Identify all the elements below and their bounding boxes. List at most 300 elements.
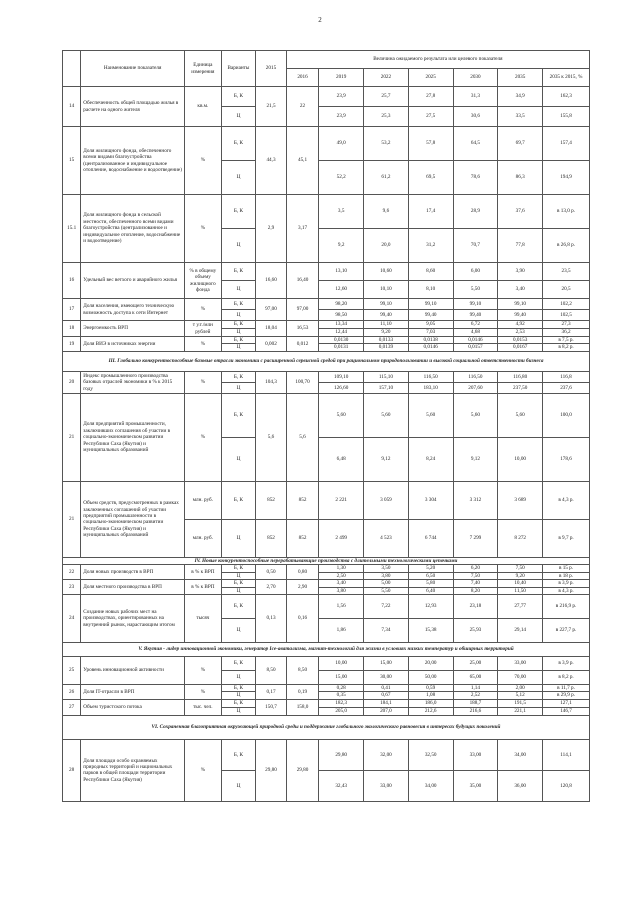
value-cell: 0,0133 (364, 337, 409, 344)
value-cell: 12,60 (319, 281, 364, 299)
value-cell: 78,6 (453, 161, 498, 195)
value-cell: 17,4 (408, 195, 453, 229)
value-cell: 7 299 (453, 519, 498, 557)
row-number: 26 (63, 685, 81, 700)
value-cell: 9,20 (364, 329, 409, 337)
row-number: 15 (63, 127, 81, 195)
row-number: 22 (63, 565, 81, 580)
value-cell: 69,7 (498, 127, 543, 161)
value-cell: 30,00 (364, 671, 409, 685)
variant-cell: Ц (221, 329, 256, 337)
indicator-name: Объем туристского потока (81, 699, 185, 715)
value-cell: 10,40 (498, 580, 543, 587)
value-cell: 10,10 (364, 281, 409, 299)
value-cell: 52,2 (319, 161, 364, 195)
value-cell: 120,8 (543, 770, 590, 801)
header-expected-group: Величина ожидаемого результата или целевого показателя (286, 51, 589, 69)
value-cell: 1,14 (453, 685, 498, 692)
value-2016: 3,17 (286, 195, 319, 263)
variant-cell: Б, К (221, 127, 256, 161)
value-cell: 64,5 (453, 127, 498, 161)
value-2015: 0,17 (256, 685, 287, 700)
value-cell: 20,00 (408, 657, 453, 671)
value-2015: 21,5 (256, 87, 287, 127)
value-cell: 3,5 (319, 195, 364, 229)
value-cell: 37,6 (498, 195, 543, 229)
row-number: 19 (63, 337, 81, 352)
value-2016: 852 (286, 481, 319, 519)
unit-cell: в % к ВРП (185, 565, 222, 580)
value-cell: 57,8 (408, 127, 453, 161)
value-cell: 207,0 (364, 707, 409, 715)
indicator-name: Создание новых рабочих мест на производствах, ориентированных на внутренний рынок, нарастающим итогом (81, 595, 185, 643)
indicator-name: Уровень инновационной активности (81, 657, 185, 685)
table-row (63, 195, 590, 229)
value-2015: 16,60 (256, 263, 287, 299)
variant-cell: Ц (221, 310, 256, 321)
value-cell: 33,5 (498, 107, 543, 127)
value-2015: 852 (256, 519, 287, 557)
value-cell: 15,38 (408, 619, 453, 643)
value-cell: в 11,7 р. (543, 685, 590, 692)
value-cell: 7,34 (364, 619, 409, 643)
value-cell: 0,41 (364, 685, 409, 692)
section-heading: V. Якутия - лидер инновационной экономики, генератор Ice-аватализма, магнит-технологий для жизни в условиях низких температур и обширных территорий (63, 643, 590, 657)
header-unit: Единица измерения (185, 51, 222, 87)
value-cell: 34,9 (498, 87, 543, 107)
value-cell: 7,50 (453, 572, 498, 579)
value-2015: 2,70 (256, 580, 287, 595)
variant-cell: Ц (221, 692, 256, 699)
value-cell: в 8,2 р. (543, 671, 590, 685)
value-cell: 1,30 (319, 565, 364, 572)
value-cell: 5,50 (364, 587, 409, 594)
value-cell: 25,7 (364, 87, 409, 107)
variant-cell: Б, К (221, 87, 256, 107)
table-row (63, 321, 590, 329)
value-cell: 237,6 (543, 382, 590, 393)
value-2015: 2,9 (256, 195, 287, 263)
unit-cell: % (185, 657, 222, 685)
header-year: 2022 (364, 69, 409, 87)
value-cell: в 3,9 р. (543, 657, 590, 671)
value-cell: 182,3 (319, 699, 364, 707)
variant-cell: Б, К (221, 321, 256, 329)
value-cell: 5,60 (408, 393, 453, 437)
indicator-name: Доля жилищного фонда, обеспеченного всеми видами благоустройства (централизованное и индивидуальное отопление, водоснабжение и водоотведение) (81, 127, 185, 195)
value-cell: 0,0167 (498, 344, 543, 351)
value-cell: 86,3 (498, 161, 543, 195)
value-cell: 6,40 (408, 587, 453, 594)
value-cell: в 216,9 р. (543, 595, 590, 619)
value-cell: 9,20 (498, 572, 543, 579)
variant-cell: Б, К (221, 657, 256, 671)
value-cell: 6 744 (408, 519, 453, 557)
variant-cell: Б, К (221, 685, 256, 692)
value-cell: 13,34 (319, 321, 364, 329)
unit-cell: % (185, 371, 222, 393)
variant-cell: Б, К (221, 481, 256, 519)
value-2016: 158,0 (286, 699, 319, 715)
value-cell: 109,10 (319, 371, 364, 382)
value-cell: 15,00 (319, 671, 364, 685)
indicator-name: Доля ВИЭ в источниках энергии (81, 337, 185, 352)
value-2015: 29,80 (256, 739, 287, 801)
value-cell: 11,50 (498, 587, 543, 594)
variant-cell: Ц (221, 671, 256, 685)
section-heading: III. Глобально конкурентоспособные базовые отрасли экономики с расширенной сервисной средой при рациональном природопользовании и высокой социальной ответственности бизнеса (63, 351, 590, 371)
value-cell: 100,0 (543, 393, 590, 437)
table-row (63, 699, 590, 707)
value-cell: 65,00 (453, 671, 498, 685)
value-cell: 205,0 (319, 707, 364, 715)
value-cell: 3,40 (319, 580, 364, 587)
value-cell: 2,52 (453, 692, 498, 699)
value-cell: 13,10 (319, 263, 364, 281)
value-cell: 30,6 (453, 107, 498, 127)
value-cell: 0,0138 (408, 337, 453, 344)
value-cell: 3 059 (364, 481, 409, 519)
value-cell: 25,3 (364, 107, 409, 127)
value-cell: 3,50 (364, 565, 409, 572)
value-2015: 0,002 (256, 337, 287, 352)
row-number: 27 (63, 699, 81, 715)
value-cell: 212,6 (408, 707, 453, 715)
value-cell: 27,8 (408, 87, 453, 107)
value-cell: 99,10 (453, 299, 498, 310)
value-cell: 12,44 (319, 329, 364, 337)
value-cell: 157,4 (543, 127, 590, 161)
unit-cell: % (185, 195, 222, 263)
value-cell: 0,0157 (453, 344, 498, 351)
value-cell: 9,05 (408, 321, 453, 329)
unit-cell: % (185, 127, 222, 195)
value-cell: 3,80 (319, 587, 364, 594)
value-cell: 8,60 (408, 263, 453, 281)
table-row (63, 371, 590, 382)
variant-cell: Ц (221, 437, 256, 481)
table-row (63, 263, 590, 281)
section-heading: VI. Сохраненная благоприятная окружающей природной среды и поддержание глобального экологического равновесия в интересах будущих поколений (63, 715, 590, 739)
value-cell: 6,50 (408, 572, 453, 579)
value-cell: в 9,7 р. (543, 519, 590, 557)
variant-cell: Б, К (221, 565, 256, 572)
value-cell: 77,8 (498, 229, 543, 263)
header-year: 2019 (319, 69, 364, 87)
value-cell: в 3,9 р. (543, 580, 590, 587)
variant-cell: Б, К (221, 739, 256, 770)
value-cell: 0,59 (408, 685, 453, 692)
value-cell: 221,1 (498, 707, 543, 715)
variant-cell: Ц (221, 344, 256, 351)
table-row (63, 127, 590, 161)
value-2015: 150,7 (256, 699, 287, 715)
value-cell: 99,40 (453, 310, 498, 321)
value-cell: 8,24 (408, 437, 453, 481)
value-2016: 29,80 (286, 739, 319, 801)
value-2016: 16,53 (286, 321, 319, 337)
value-cell: 237,50 (498, 382, 543, 393)
value-2016: 22 (286, 87, 319, 127)
table-row (63, 595, 590, 619)
indicators-table (62, 50, 590, 802)
table-row (63, 565, 590, 572)
value-cell: 32,43 (319, 770, 364, 801)
variant-cell: Ц (221, 229, 256, 263)
value-cell: 5,60 (319, 393, 364, 437)
table-row (63, 739, 590, 770)
value-cell: 33,00 (453, 739, 498, 770)
header-year: 2035 (498, 69, 543, 87)
value-cell: 0,35 (319, 692, 364, 699)
value-cell: 0,0139 (364, 344, 409, 351)
value-2015: 852 (256, 481, 287, 519)
value-cell: 1,08 (408, 692, 453, 699)
value-cell: 28,9 (453, 195, 498, 229)
value-cell: 70,00 (498, 671, 543, 685)
value-cell: 9,12 (364, 437, 409, 481)
value-cell: 23,5 (543, 263, 590, 281)
value-cell: 69,5 (408, 161, 453, 195)
value-cell: 0,0130 (319, 337, 364, 344)
value-cell: 99,10 (408, 299, 453, 310)
value-2016: 8,50 (286, 657, 319, 685)
variant-cell: Ц (221, 161, 256, 195)
value-cell: 2 499 (319, 519, 364, 557)
value-cell: в 15 р. (543, 565, 590, 572)
value-cell: 102,5 (543, 310, 590, 321)
table-row (63, 685, 590, 692)
row-number: 23 (63, 580, 81, 595)
value-cell: 146,7 (543, 707, 590, 715)
value-cell: 9,12 (453, 437, 498, 481)
table-row (63, 481, 590, 519)
value-2016: 0,80 (286, 565, 319, 580)
row-number: 21 (63, 481, 81, 557)
variant-cell: Ц (221, 770, 256, 801)
value-cell: 8 272 (498, 519, 543, 557)
variant-cell: Б, К (221, 263, 256, 281)
value-2015: 44,3 (256, 127, 287, 195)
value-cell: 29,80 (319, 739, 364, 770)
indicator-name: Доля населения, имеющего техническую возможность доступа к сети Интернет (81, 299, 185, 321)
unit-cell: % (185, 299, 222, 321)
indicator-name: Объем средств, предусмотренных в рамках заключенных соглашений об участии предприятий промышленности в социально-экономическом развитии Республики Саха (Якутия) и муниципальных образований (81, 481, 185, 557)
value-2016: 97,00 (286, 299, 319, 321)
value-cell: 116,80 (498, 371, 543, 382)
header-year: 2025 (408, 69, 453, 87)
value-cell: 10,00 (498, 437, 543, 481)
value-cell: в 8,2 р. (543, 344, 590, 351)
unit-cell: кв.м. (185, 87, 222, 127)
value-cell: 126,60 (319, 382, 364, 393)
value-cell: 3 304 (408, 481, 453, 519)
variant-cell: Ц (221, 519, 256, 557)
row-number: 24 (63, 595, 81, 643)
value-cell: 191,5 (498, 699, 543, 707)
value-cell: 15,00 (364, 657, 409, 671)
value-cell: в 13,0 р. (543, 195, 590, 229)
value-2016: 852 (286, 519, 319, 557)
value-cell: 34,00 (498, 739, 543, 770)
value-cell: 99,40 (364, 310, 409, 321)
value-2015: 0,50 (256, 565, 287, 580)
value-cell: 0,0146 (408, 344, 453, 351)
value-cell: в 7,5 р. (543, 337, 590, 344)
indicator-name: Доля площади особо охраняемых природных территорий и национальных парков в общей площади территории Республики Саха (Якутия) (81, 739, 185, 801)
value-cell: 0,0153 (498, 337, 543, 344)
value-cell: 116,50 (453, 371, 498, 382)
value-cell: 2,00 (498, 685, 543, 692)
value-2016: 100,70 (286, 371, 319, 393)
table-row (63, 337, 590, 344)
variant-cell: Б, К (221, 371, 256, 382)
header-year: 2035 к 2015, % (543, 69, 590, 87)
variant-cell: Б, К (221, 595, 256, 619)
row-number: 15.1 (63, 195, 81, 263)
value-cell: 99,10 (364, 299, 409, 310)
value-cell: 23,9 (319, 87, 364, 107)
value-cell: 5,60 (498, 393, 543, 437)
variant-cell: Ц (221, 587, 256, 594)
variant-cell: Ц (221, 707, 256, 715)
value-cell: 2 221 (319, 481, 364, 519)
value-cell: 5,60 (453, 393, 498, 437)
value-cell: 3,90 (498, 263, 543, 281)
value-cell: 183,10 (408, 382, 453, 393)
indicator-name: Обеспеченность общей площадью жилья в расчете на одного жителя (81, 87, 185, 127)
header-variants: Варианты (221, 51, 256, 87)
indicator-name: Доля IT-отрасли в ВРП (81, 685, 185, 700)
indicator-name: Доля новых производств в ВРП (81, 565, 185, 580)
value-cell: 10,00 (319, 657, 364, 671)
value-cell: 9,6 (364, 195, 409, 229)
value-cell: 31,2 (408, 229, 453, 263)
value-cell: 23,9 (319, 107, 364, 127)
value-cell: 33,00 (498, 657, 543, 671)
value-cell: 6,72 (453, 321, 498, 329)
value-2015: 0,13 (256, 595, 287, 643)
unit-cell: тысяч (185, 595, 222, 643)
row-number: 21 (63, 393, 81, 481)
value-cell: 6,48 (319, 437, 364, 481)
variant-cell: Ц (221, 281, 256, 299)
value-cell: в 227,7 р. (543, 619, 590, 643)
value-2015: 5,6 (256, 393, 287, 481)
value-cell: 157,10 (364, 382, 409, 393)
variant-cell: Б, К (221, 195, 256, 229)
value-cell: 115,10 (364, 371, 409, 382)
value-cell: 61,2 (364, 161, 409, 195)
value-cell: 7,03 (408, 329, 453, 337)
unit-cell: % (185, 393, 222, 481)
variant-cell: Ц (221, 107, 256, 127)
row-number: 25 (63, 657, 81, 685)
value-cell: 162,3 (543, 87, 590, 107)
unit-cell: тыс. чел. (185, 699, 222, 715)
indicator-name: Доля жилищного фонда в сельской местности, обеспеченного всеми видами благоустройства (централизованное и индивидуальное отопление, водоснабжение и водоотведение) (81, 195, 185, 263)
value-cell: 27,5 (408, 107, 453, 127)
value-cell: 178,6 (543, 437, 590, 481)
value-cell: 31,3 (453, 87, 498, 107)
value-cell: 186,0 (408, 699, 453, 707)
value-cell: 23,18 (453, 595, 498, 619)
value-cell: 32,50 (408, 739, 453, 770)
value-cell: 8,20 (453, 587, 498, 594)
value-cell: 10,60 (364, 263, 409, 281)
value-cell: 1,56 (319, 595, 364, 619)
table-row (63, 580, 590, 587)
unit-cell: млн. руб. (185, 519, 222, 557)
value-cell: 2,53 (498, 329, 543, 337)
value-cell: 3,80 (364, 572, 409, 579)
table-row (63, 657, 590, 671)
unit-cell: т у.т./млн рублей (185, 321, 222, 337)
value-2016: 0,16 (286, 595, 319, 643)
indicator-name: Доля местного производства в ВРП (81, 580, 185, 595)
value-cell: 35,00 (453, 770, 498, 801)
value-cell: 50,00 (408, 671, 453, 685)
value-cell: 11,10 (364, 321, 409, 329)
value-cell: 32,00 (364, 739, 409, 770)
value-cell: 194,9 (543, 161, 590, 195)
header-year: 2016 (286, 69, 319, 87)
unit-cell: млн. руб. (185, 481, 222, 519)
value-cell: 114,1 (543, 739, 590, 770)
value-cell: 1,86 (319, 619, 364, 643)
value-cell: 127,1 (543, 699, 590, 707)
row-number: 28 (63, 739, 81, 801)
value-cell: 3 312 (453, 481, 498, 519)
variant-cell: Б, К (221, 580, 256, 587)
value-cell: 99,40 (408, 310, 453, 321)
value-cell: 7,40 (453, 580, 498, 587)
value-cell: 25,00 (453, 657, 498, 671)
value-cell: 188,7 (453, 699, 498, 707)
row-number: 14 (63, 87, 81, 127)
value-cell: 216,6 (453, 707, 498, 715)
value-cell: 53,2 (364, 127, 409, 161)
variant-cell: Ц (221, 382, 256, 393)
value-cell: 4,92 (498, 321, 543, 329)
value-cell: 36,2 (543, 329, 590, 337)
row-number: 16 (63, 263, 81, 299)
table-row (63, 87, 590, 107)
value-2016: 0,012 (286, 337, 319, 352)
variant-cell: Ц (221, 572, 256, 579)
unit-cell: % (185, 739, 222, 801)
unit-cell: % в общему объему жилищного фонда (185, 263, 222, 299)
value-2015: 8,50 (256, 657, 287, 685)
value-cell: в 29,9 р. (543, 692, 590, 699)
unit-cell: % (185, 685, 222, 700)
value-cell: 5,20 (408, 565, 453, 572)
value-cell: 3,40 (498, 281, 543, 299)
value-cell: 5,00 (364, 580, 409, 587)
indicator-name: Энергоемкость ВРП (81, 321, 185, 337)
table-row (63, 299, 590, 310)
value-cell: 7,22 (364, 595, 409, 619)
value-cell: 25,93 (453, 619, 498, 643)
value-cell: 27,77 (498, 595, 543, 619)
value-cell: 27,3 (543, 321, 590, 329)
value-cell: 4,68 (453, 329, 498, 337)
page-number: 2 (318, 16, 322, 24)
value-cell: 0,67 (364, 692, 409, 699)
value-2016: 5,6 (286, 393, 319, 481)
indicator-name: Индекс промышленного производства базовых отраслей экономики в % к 2015 году (81, 371, 185, 393)
value-cell: 6,20 (453, 565, 498, 572)
